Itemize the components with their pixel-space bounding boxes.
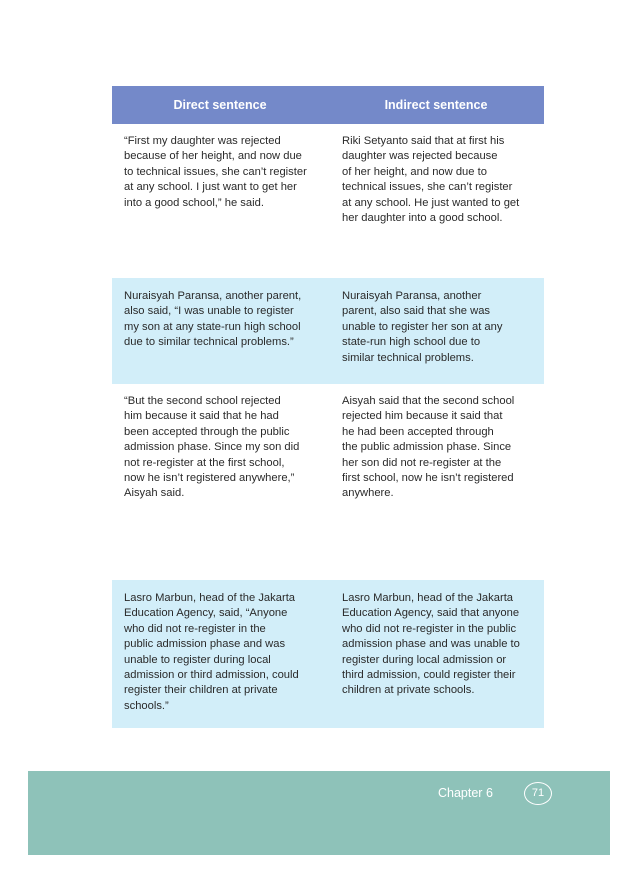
table-row	[112, 384, 544, 580]
header-direct: Direct sentence	[173, 98, 267, 112]
direct-sentence: Lasro Marbun, head of the Jakarta Education Agency, said, “Anyone who did not re-register in the public admission phase and was unable to register during local admission or third admission, could register their children at private schools.”	[124, 592, 299, 712]
table-header	[112, 86, 544, 124]
chapter-label: Chapter 6	[438, 786, 493, 800]
indirect-sentence: Nuraisyah Paransa, another parent, also said that she was unable to register her son at any state-run high school due to similar technical problems.	[342, 290, 503, 364]
direct-sentence: “But the second school rejected him because it said that he had been accepted through the public admission phase. Since my son did not re-register at the first school, now he isn’t registered anywhere,” Aisyah said.	[124, 395, 300, 500]
direct-sentence: “First my daughter was rejected because of her height, and now due to technical issues, she can’t register at any school. I just want to get her into a good school,” he said.	[124, 135, 307, 209]
page-footer	[28, 771, 610, 855]
page-number: 71	[524, 782, 552, 805]
table-row	[112, 124, 544, 278]
indirect-sentence: Aisyah said that the second school rejected him because it said that he had been accepted through the public admission phase. Since her son did not re-register at the first school, now he isn’t registered anywhere.	[342, 395, 515, 500]
header-indirect: Indirect sentence	[384, 98, 488, 112]
table-row	[112, 278, 544, 384]
indirect-sentence: Riki Setyanto said that at first his daughter was rejected because of her height, and now due to technical issues, she can’t register at any school. He just wanted to get her daughter into a good school.	[342, 135, 520, 225]
table-row	[112, 580, 544, 728]
indirect-sentence: Lasro Marbun, head of the Jakarta Education Agency, said that anyone who did not re-register in the public admission phase and was unable to register during local admission or third admission, could register their children at private schools.	[342, 592, 520, 697]
direct-sentence: Nuraisyah Paransa, another parent, also said, “I was unable to register my son at any state-run high school due to similar technical problems.”	[124, 290, 302, 349]
